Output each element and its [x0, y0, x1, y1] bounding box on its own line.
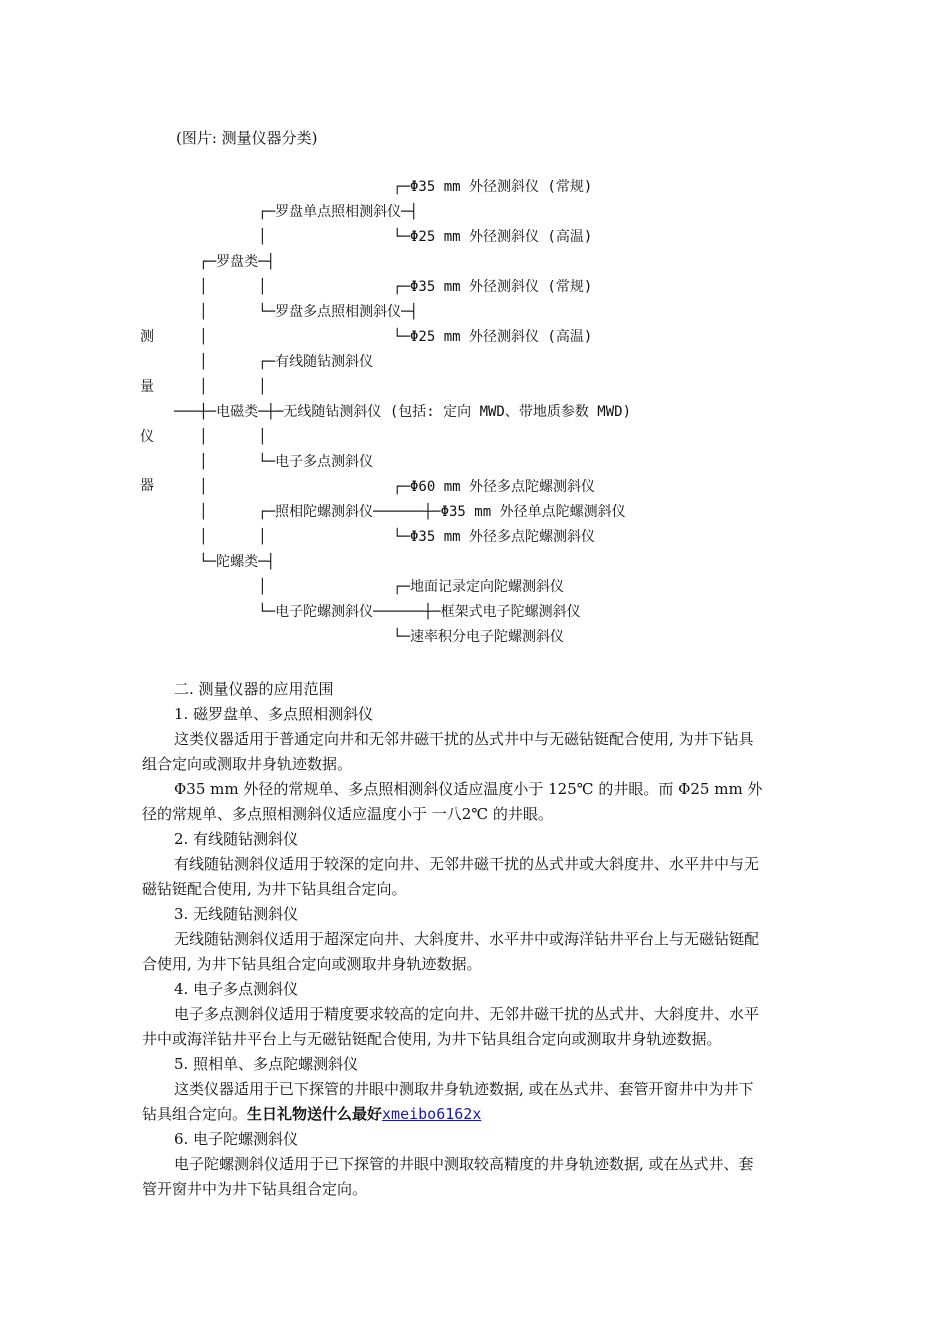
- tree-line: ───┼─电磁类─┼─无线随钻测斜仪 (包括: 定向 MWD、带地质参数 MWD): [174, 404, 632, 420]
- tree-line: │ │: [174, 379, 267, 395]
- promo-link[interactable]: xmeibo6162x: [382, 1105, 482, 1123]
- tree-line: │ ┌─Φ60 mm 外径多点陀螺测斜仪: [174, 479, 596, 495]
- item-paragraph: 电子陀螺测斜仪适用于已下探管的井眼中测取较高精度的井身轨迹数据, 或在丛式井、套管开窗井中为井下钻具组合定向。: [142, 1155, 754, 1198]
- figure-caption: (图片: 测量仪器分类): [176, 129, 318, 147]
- tree-line: │ │ ┌─Φ35 mm 外径测斜仪 (常规): [174, 279, 593, 295]
- item-heading: 2. 有线随钻测斜仪: [174, 830, 299, 848]
- tree-line: │ ┌─有线随钻测斜仪: [174, 354, 374, 370]
- tree-line: ┌─罗盘单点照相测斜仪─┤: [174, 204, 419, 220]
- tree-line: └─速率积分电子陀螺测斜仪: [174, 629, 565, 645]
- item-paragraph-text: 这类仪器适用于已下探管的井眼中测取井身轨迹数据, 或在丛式井、套管开窗井中为井下钻具组合定向。: [142, 1080, 754, 1123]
- item-paragraph: 电子多点测斜仪适用于精度要求较高的定向井、无邻井磁干扰的丛式井、大斜度井、水平井中或海洋钻井平台上与无磁钻铤配合使用, 为井下钻具组合定向或测取井身轨迹数据。: [142, 1005, 760, 1048]
- tree-line: │ └─Φ25 mm 外径测斜仪 (高温): [174, 329, 593, 345]
- item-heading: 4. 电子多点测斜仪: [174, 980, 299, 998]
- tree-line: │ │: [174, 429, 267, 445]
- item-paragraph: 无线随钻测斜仪适用于超深定向井、大斜度井、水平井中或海洋钻井平台上与无磁钻铤配合使用, 为井下钻具组合定向或测取井身轨迹数据。: [142, 930, 760, 973]
- tree-line: ┌─Φ35 mm 外径测斜仪 (常规): [174, 179, 593, 195]
- item-paragraph: 有线随钻测斜仪适用于较深的定向井、无邻井磁干扰的丛式井或大斜度井、水平井中与无磁钻铤配合使用, 为井下钻具组合定向。: [142, 855, 760, 898]
- item-heading: 6. 电子陀螺测斜仪: [174, 1130, 299, 1148]
- item-heading: 1. 磁罗盘单、多点照相测斜仪: [174, 705, 374, 723]
- tree-line: │ ┌─地面记录定向陀螺测斜仪: [174, 579, 565, 595]
- section-heading: 二. 测量仪器的应用范围: [174, 680, 334, 698]
- tree-root-char: 测: [140, 329, 154, 345]
- tree-root-char: 量: [140, 379, 154, 395]
- tree-root-char: 仪: [140, 429, 154, 445]
- item-heading: 3. 无线随钻测斜仪: [174, 905, 299, 923]
- item-paragraph: Φ35 mm 外径的常规单、多点照相测斜仪适应温度小于 125℃ 的井眼。而 Φ25 mm 外径的常规单、多点照相测斜仪适应温度小于 一八2℃ 的井眼。: [142, 780, 763, 823]
- promo-text: 生日礼物送什么最好: [247, 1105, 383, 1123]
- tree-line: │ └─罗盘多点照相测斜仪─┤: [174, 304, 419, 320]
- tree-line: │ │ └─Φ35 mm 外径多点陀螺测斜仪: [174, 529, 596, 545]
- application-section: [142, 677, 764, 1202]
- tree-line: │ ┌─照相陀螺测斜仪──────┼─Φ35 mm 外径单点陀螺测斜仪: [174, 504, 626, 520]
- tree-line: ┌─罗盘类─┤: [174, 254, 276, 270]
- item-paragraph: 这类仪器适用于普通定向井和无邻井磁干扰的丛式井中与无磁钻铤配合使用, 为井下钻具组合定向或测取井身轨迹数据。: [142, 730, 754, 773]
- tree-line: └─陀螺类─┤: [174, 554, 276, 570]
- tree-line: └─电子陀螺测斜仪──────┼─框架式电子陀螺测斜仪: [174, 604, 581, 620]
- tree-root-char: 器: [140, 478, 154, 494]
- tree-line: │ └─电子多点测斜仪: [174, 454, 374, 470]
- item-paragraph: [142, 1077, 764, 1127]
- item-heading: 5. 照相单、多点陀螺测斜仪: [174, 1055, 359, 1073]
- tree-line: │ └─Φ25 mm 外径测斜仪 (高温): [174, 229, 593, 245]
